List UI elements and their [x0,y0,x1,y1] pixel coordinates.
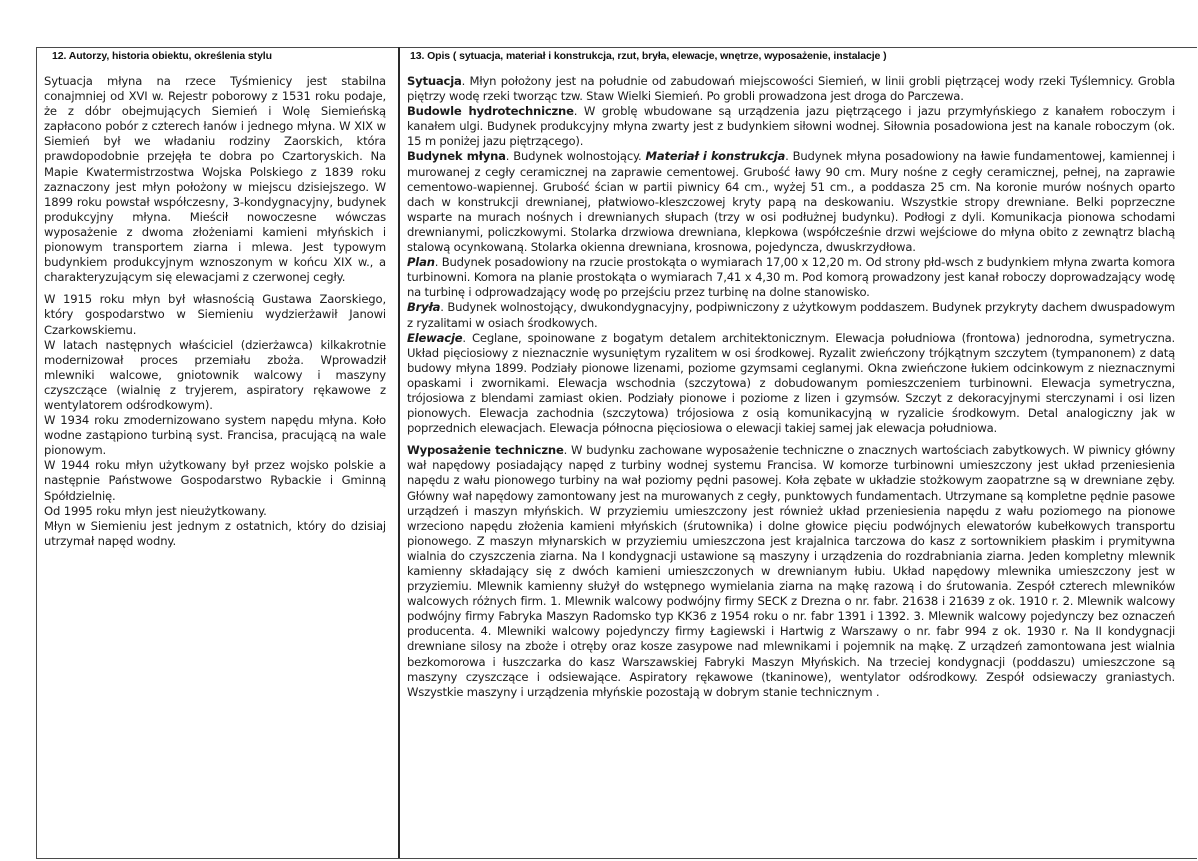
paragraph-label: Materiał i konstrukcja [645,149,786,164]
description-paragraph-equipment [407,443,1175,700]
paragraph-body: . W budynku zachowane wyposażenie techniczne o znacznych wartościach zabytkowych. W piwnicy główny wał napędowy posiadający napęd z turbiny wodnej systemu Francisa. W komorze turbinowni umieszczony jest układ przeniesienia napędu z wału pionowego turbiny na wał poziomy pędni pasowej. Koła zębate w układzie stożkowym zaopatrzne są w drewniane zęby. Główny wał napędowy zamontowany jest na murowanych z cegły, punktowych fundamentach. Utrzymane są kompletne pędnie pasowe urządzeń i maszyn młyńskich. W przyziemiu umieszczony jest również układ przeniesienia napędu z wału poziomego na pionowe wrzeciono napędu złożenia kamieni młyńskich (śrutownika) i dolne głowice pięciu podwójnych elewatorów kubełkowych transportu pionowego. Z maszyn młynarskich w przyziemiu umieszczona jest krajalnica tarczowa do kasz z sortownikiem płaskim i prymitywna wialnia do czyszczenia ziarna. Na I kondygnacji ustawione są maszyny i urządzenia do rozdrabniania ziarna. Jeden kompletny mlewnik kamienny składający się z dwóch kamieni umieszczonych w drewnianym łubiu. Układ napędowy mlewnika umieszczony jest w przyziemiu. Mlewnik kamienny służył do wstępnego wymielania ziarna na mąkę razową i do śrutowania. Zespół czterech mlewników walcowych różnych firm. 1. Mlewnik walcowy podwójny firmy SECK z Drezna o nr. fabr. 21638 i 21639 z ok. 1910 r. 2. Mlewnik walcowy podwójny firmy Fabryka Maszyn Radomsko typ KK36 z 1954 roku o nr. fabr 1391 i 1392. 3. Mlewnik walcowy pojedynczy bez oznaczeń producenta. 4. Mlewniki walcowy pojedynczy firmy Łagiewski i Hartwig z Warszawy o nr. fabr 994 z ok. 1930 r. Na II kondygnacji drewniane silosy na zboże i otręby oraz kosze zasypowe nad mlewnikami i pojemnik na mąkę. Z urządzeń zamontowana jest wialnia bezkomorowa i łuszczarka do kasz Warszawskiej Fabryki Maszyn Młyńskich. Na trzeciej kondygnacji (poddaszu) umieszczone są maszyny czyszczące i odsiewające. Aspiratory rękawowe (tkaninowe), wentylator odśrodkowy. Zespół odsiewaczy graniastych. Wszystkie maszyny i urządzenia młyńskie pozostają w dobrym stanie technicznym . [407,443,1175,699]
history-paragraph: W 1944 roku młyn użytkowany był przez wojsko polskie a następnie Państwowe Gospodarstwo Rybackie i Gminną Spółdzielnię. [44,458,386,503]
paragraph-body: . Budynek wolnostojący. [505,149,642,164]
paragraph-body: . W groblę wbudowane są urządzenia jazu piętrzącego i jazu przymłyńskiego z kanałem roboczym i kanałem ulgi. Budynek produkcyjny młyna zwarty jest z budynkiem siłowni wodnej. Siłownia posadowiona jest na kanale roboczym (ok. 15 m poniżej jazu piętrzącego). [407,104,1175,149]
description-paragraph-mass [407,300,1175,330]
history-paragraph: W 1915 roku młyn był własnością Gustawa Zaorskiego, który gospodarstwo w Siemieniu wydzierżawił Janowi Czarkowskiemu. [44,292,386,337]
column-divider [398,47,400,858]
paragraph-label: Bryła [407,300,441,315]
history-text [44,74,386,549]
history-paragraph: Sytuacja młyna na rzece Tyśmienicy jest stabilna conajmniej od XVI w. Rejestr poborowy z 1531 roku podaje, że z dóbr obejmujących Siemień i Wolę Siemieńską zapłacono pobór z czterech łanów i jednego młyna. W XIX w Siemień był we władaniu rodziny Zaorskich, która prawdopodobnie przejęła te dobra po Czartoryskich. Na Mapie Kwatermistrzostwa Wojska Polskiego z 1839 roku zaznaczony jest młyn położony w miejscu dzisiejszego. W 1899 roku powstał współczesny, 3-kondygnacyjny, budynek produkcyjny młyna. Mieścił nowoczesne wówczas wyposażenie z dwoma złożeniami kamieni młyńskich i pionowym transportem ziarna i mlewa. Jest typowym budynkiem produkcyjnym wznoszonym w końcu XIX w., a charakteryzującym się elewacjami z czerwonej cegły. [44,74,386,285]
section-description [407,50,1175,700]
paragraph-label: Budowle hydrotechniczne [407,104,574,119]
description-text [407,74,1175,700]
paragraph-body: . Młyn położony jest na południe od zabudowań miejscowości Siemień, w linii grobli piętrzącej wody rzeki Tyślemnicy. Grobla piętrzy wodę rzeki tworząc tzw. Staw Wielki Siemień. Po grobli prowadzona jest droga do Parczewa. [407,74,1175,104]
paragraph-label: Plan [407,255,435,270]
paragraph-label: Wyposażenie techniczne [407,443,564,458]
paragraph-label: Elewacje [407,330,463,345]
paragraph-body: . Budynek młyna posadowiony na ławie fundamentowej, kamiennej i murowanej z cegły ceramicznej na zaprawie cementowej. Grubość ławy 90 cm. Mury nośne z cegły ceramicznej, pełnej, na zaprawie cementowo-wapiennej. Grubość ścian w partii piwnicy 64 cm., wyżej 51 cm., a poddasza 25 cm. Na koronie murów nośnych oparto dach w konstrukcji drewnianej, płatwiowo-kleszczowej kryty papą na deskowaniu. Wszystkie stropy drewniane. Belki poprzeczne wsparte na murach nośnych i drewnianych słupach (trzy w osi podłużnej budynku). Podłogi z dyli. Komunikacja pionowa schodami drewnianymi, policzkowymi. Stolarka drzwiowa drewniana, klepkowa (współcześnie drzwi wejściowe do młyna obito z zewnątrz blachą stalową ocynkowaną. Stolarka okienna drewniana, krosnowa, pojedyncza, dwuskrzydłowa. [407,149,1175,255]
description-paragraph-situation [407,74,1175,104]
paragraph-label: Budynek młyna [407,149,506,164]
paragraph-label: Sytuacja [407,74,462,88]
section-history-heading: 12. Autorzy, historia obiektu, określenia stylu [52,50,272,62]
history-paragraph: Młyn w Siemieniu jest jednym z ostatnich, który do dzisiaj utrzymał napęd wodny. [44,518,386,548]
description-paragraph-plan [407,255,1175,300]
description-paragraph-facades [407,331,1175,437]
description-paragraph-building [407,149,1175,255]
paragraph-body: . Budynek posadowiony na rzucie prostokąta o wymiarach 17,00 x 12,20 m. Od strony płd-wsch z budynkiem młyna zwarta komora turbinowni. Komora na planie prostokąta o wymiarach 7,41 x 4,30 m. Pod komorą prowadzony jest kanał roboczy doprowadzający wodę na turbinę i odprowadzający wodę po przejściu przez turbinę na dolne stanowisko. [407,255,1175,300]
description-paragraph-hydro [407,104,1175,149]
section-description-heading: 13. Opis ( sytuacja, materiał i konstrukcja, rzut, bryła, elewacje, wnętrze, wyposażenie, instalacje ) [410,50,887,62]
section-history [44,50,386,549]
paragraph-body: . Budynek wolnostojący, dwukondygnacyjny, podpiwniczony z użytkowym poddaszem. Budynek przykryty dachem dwuspadowym z ryzalitami w osiach środkowych. [407,300,1175,330]
paragraph-body: . Ceglane, spoinowane z bogatym detalem architektonicznym. Elewacja południowa (frontowa) jednorodna, symetryczna. Układ pięciosiowy z nieznacznie wysuniętym ryzalitem w osi środkowej. Ryzalit zwieńczony trójkątnym szczytem (tympanonem) z datą budowy młyna 1899. Podziały pionowe lizenami, poziome gzymsami ceglanymi. Okna zwieńczone łukiem odcinkowym z nieznacznymi opaskami i zwornikami. Elewacja wschodnia (szczytowa) z dobudowanym pomieszczeniem turbinowni. Elewacja symetryczna, trójosiowa z blendami zamiast okien. Podziały pionowe i poziome z lizen i gzymsów. Szczyt z dekoracyjnymi sterczynami i osi lizen pionowych. Elewacja zachodnia (szczytowa) trójosiowa z osią komunikacyjną w ryzalicie środkowym. Detal analogiczny jak w poprzednich elewacjach. Elewacja północna pięciosiowa o elewacji takiej samej jak elewacja południowa. [407,330,1175,436]
history-paragraph: W 1934 roku zmodernizowano system napędu młyna. Koło wodne zastąpiono turbiną syst. Francisa, pracującą na wale pionowym. [44,413,386,458]
history-paragraph: Od 1995 roku młyn jest nieużytkowany. [44,503,267,518]
history-paragraph: W latach następnych właściciel (dzierżawca) kilkakrotnie modernizował proces przemiału zboża. Wprowadził mlewniki walcowe, gniotownik walcowy i maszyny czyszczące (wialnię z tryjerem, aspiratory rękawowe z wentylatorem odśrodkowym). [44,337,386,412]
